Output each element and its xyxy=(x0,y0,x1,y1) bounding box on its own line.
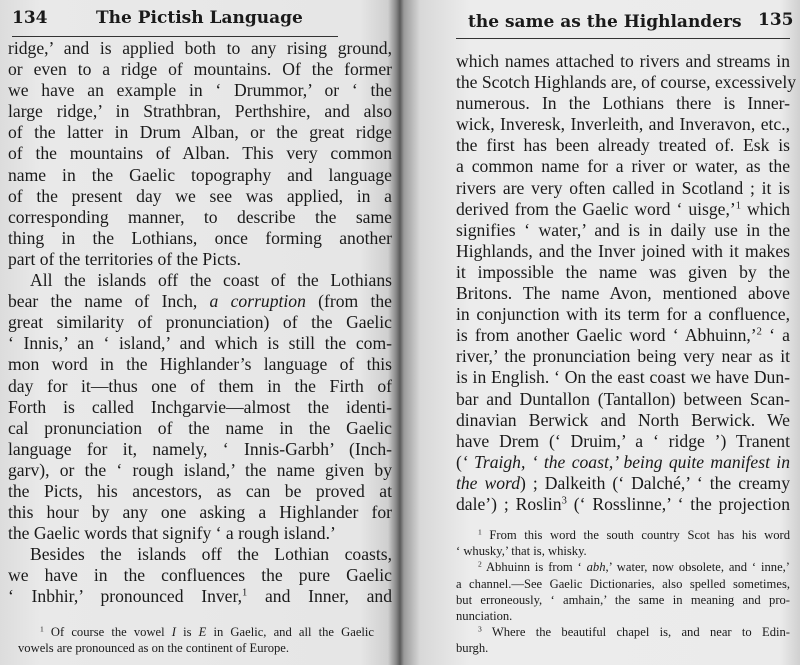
text-line: the Picts, his ancestors, as can be proved at xyxy=(8,480,392,501)
text-line: corresponding manner, to describe the same xyxy=(8,206,392,227)
header-rule xyxy=(456,38,790,39)
text-line: a channel.—See Gaelic Dictionaries, also spelled sometimes, xyxy=(456,576,790,591)
italic-text: ‘ Traigh, ‘ the coast,’ being quite manifest in xyxy=(461,451,790,472)
text-line: ridge,’ and is applied both to any rising ground, xyxy=(8,38,392,58)
text-line: language for it, namely, ‘ Innis-Garbh’ (Inch- xyxy=(8,438,392,459)
text-line: Highlands, and the Inver joined with it makes xyxy=(456,240,790,261)
text-line: bar and Duntallon (Tantallon) between Scan- xyxy=(456,388,790,409)
text-line: $^1$ From this word the south country Scot has his word xyxy=(478,527,790,542)
text-line: Forth is called Inchgarvie—almost the identi- xyxy=(8,396,392,417)
italic-text: E xyxy=(198,625,207,639)
text-line: dinavian Berwick and North Berwick. We xyxy=(456,409,790,430)
text-line: is in English. ‘ On the east coast we have Dun- xyxy=(456,367,790,388)
text-line: garv), or the ‘ rough island,’ the name given by xyxy=(8,459,392,480)
header-rule xyxy=(12,36,338,37)
text-line: but erroneously, ‘ amhain,’ the same in meaning and pro- xyxy=(456,592,790,607)
left-page xyxy=(0,0,396,665)
text-line: of the mountains of Alban. This very common xyxy=(8,143,392,164)
text-line: we have in the confluences the pure Gaelic xyxy=(8,565,392,586)
body-text xyxy=(8,38,392,608)
body-text xyxy=(456,51,797,515)
text-line: derived from the Gaelic word ‘ uisge,’$^1$ which xyxy=(456,198,790,219)
italic-text: abh xyxy=(586,560,606,575)
text-line: ‘ Inbhir,’ pronounced Inver,$^1$ and Inner, and xyxy=(8,586,392,607)
text-line: part of the territories of the Picts. xyxy=(8,248,242,269)
page-number: 134 xyxy=(12,8,48,28)
text-line: Britons. The name Avon, mentioned above xyxy=(456,283,790,304)
footnote-marker: 2 xyxy=(478,559,482,569)
text-line: mon word in the Highlander’s language of this xyxy=(8,354,392,375)
right-page xyxy=(402,0,800,665)
text-line: $^2$ Abhuinn is from ‘ abh,’ water, now obsolete, and ‘ inne,’ xyxy=(478,559,790,575)
text-line: Besides the islands off the Lothian coasts, xyxy=(30,544,392,565)
text-line: All the islands off the coast of the Lothians xyxy=(30,270,392,291)
text-line: (‘ Traigh, ‘ the coast,’ being quite manifest in xyxy=(456,451,790,472)
text-line: bear the name of Inch, a corruption (from the xyxy=(8,291,392,312)
text-line: $^1$ Of course the vowel I is E in Gaelic, and all the Gaelic xyxy=(40,624,374,639)
text-line: of the latter in Drum Alban, or the great ridge xyxy=(8,122,392,143)
footnote-marker: 1 xyxy=(478,527,482,537)
text-line: of the present day we see was applied, in a xyxy=(8,185,392,206)
footnote-marker: 3 xyxy=(561,495,567,507)
text-line: this hour by any one asking a Highlander for xyxy=(8,502,392,523)
text-line: have Drem (‘ Druim,’ a ‘ ridge ’) Tranent xyxy=(456,430,790,451)
text-line: cal pronunciation of the name in the Gaelic xyxy=(8,417,392,438)
italic-text: a corruption xyxy=(209,291,306,312)
text-line: ‘ whusky,’ that is, whisky. xyxy=(456,544,587,559)
text-line: name in the Gaelic topography and language xyxy=(8,164,392,185)
text-line: wick, Inveresk, Inverleith, and Inveravon, etc., xyxy=(456,114,790,135)
text-line: nunciation. xyxy=(456,608,513,623)
footnotes xyxy=(18,624,374,656)
footnote-marker: 1 xyxy=(735,200,741,212)
text-line: day for it—thus one of them in the Firth of xyxy=(8,375,392,396)
text-line: signifies ‘ water,’ and is in daily use in the xyxy=(456,219,790,240)
text-line: $^3$ Where the beautiful chapel is, and near to Edin- xyxy=(478,624,790,640)
footnote-marker: 1 xyxy=(242,588,248,600)
text-line: we have an example in ‘ Drummor,’ or ‘ the xyxy=(8,80,392,101)
text-line: in conjunction with its term for a confluence, xyxy=(456,304,790,325)
footnote-marker: 1 xyxy=(40,624,44,634)
text-line: ‘ Innis,’ an ‘ island,’ and which is still the com- xyxy=(8,333,392,354)
text-line: which names attached to rivers and streams in xyxy=(456,51,790,71)
text-line: dale’) ; Roslin$^3$ (‘ Rosslinne,’ ‘ the projection xyxy=(456,493,790,514)
text-line: large ridge,’ in Strathbran, Perthshire, and also xyxy=(8,101,392,122)
text-line: the Gaelic words that signify ‘ a rough island.’ xyxy=(8,523,336,544)
text-line: or even to a ridge of mountains. Of the former xyxy=(8,59,392,80)
text-line: the first has been already treated of. Esk is xyxy=(456,135,790,156)
text-line: the word) ; Dalkeith (‘ Dalché,’ ‘ the creamy xyxy=(456,472,790,493)
running-head: The Pictish Language xyxy=(96,8,303,28)
footnotes xyxy=(456,527,790,657)
text-line: a common name for a river or water, as the xyxy=(456,156,790,177)
text-line: is from another Gaelic word ‘ Abhuinn,’$^2$ ‘ a xyxy=(456,325,790,346)
text-line: river,’ the pronunciation being very near as it xyxy=(456,346,790,367)
italic-text: the word xyxy=(456,472,521,493)
text-line: the Scotch Highlands are, of course, excessively xyxy=(456,72,797,93)
page-number: 135 xyxy=(758,10,794,30)
footnote-marker: 3 xyxy=(478,624,482,634)
running-head: the same as the Highlanders xyxy=(468,12,742,32)
text-line: vowels are pronounced as on the continent of Europe. xyxy=(18,641,290,656)
footnote-marker: 2 xyxy=(756,326,762,338)
text-line: thing in the Lothians, once forming another xyxy=(8,227,392,248)
italic-text: I xyxy=(171,625,176,639)
text-line: rivers are very often called in Scotland ; it is xyxy=(456,177,790,198)
text-line: numerous. In the Lothians there is Inner- xyxy=(456,93,790,114)
text-line: burgh. xyxy=(456,641,489,656)
text-line: it impossible the name was given by the xyxy=(456,261,790,282)
text-line: great similarity of pronunciation) of the Gaelic xyxy=(8,312,392,333)
